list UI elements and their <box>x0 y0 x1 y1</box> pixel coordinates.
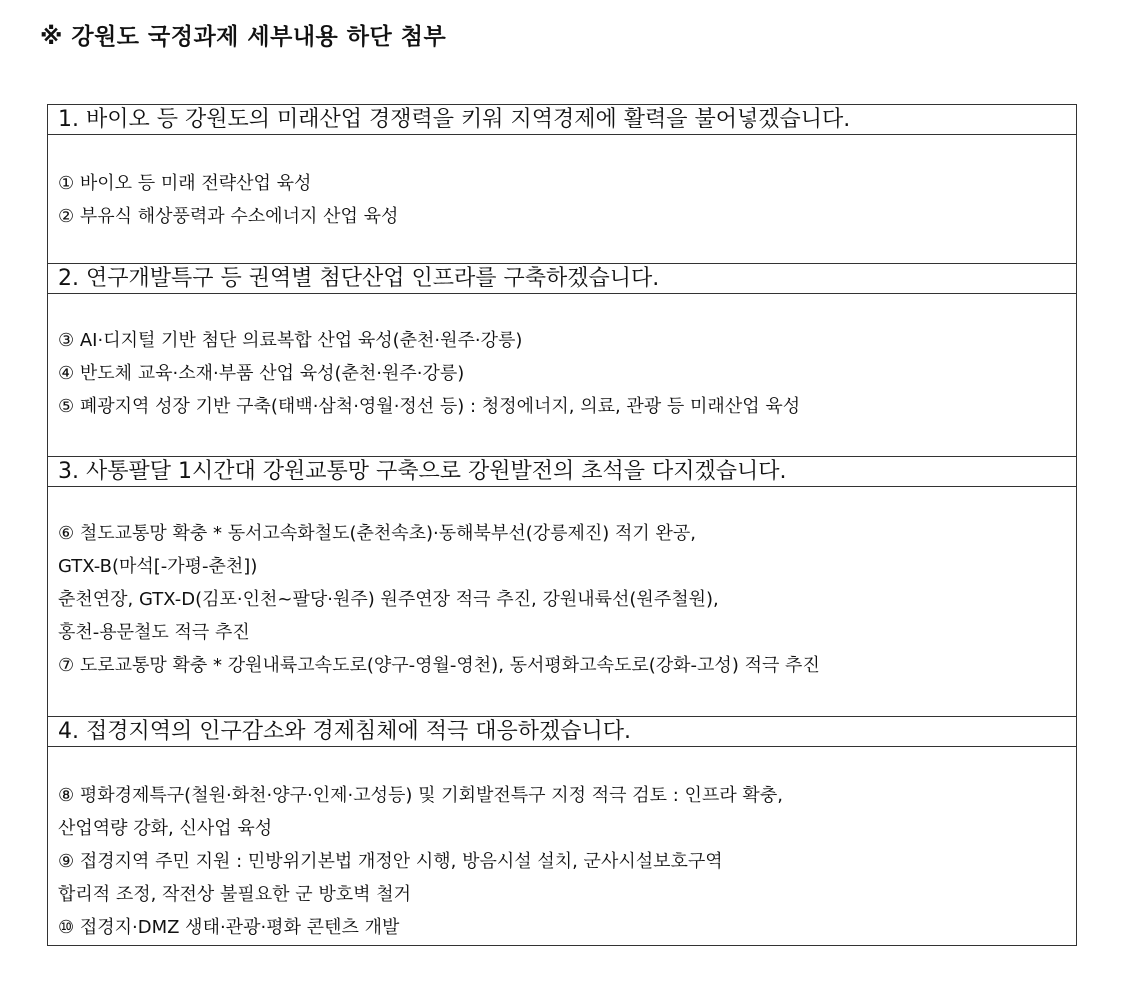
section-line: ⑨ 접경지역 주민 지원 : 민방위기본법 개정안 시행, 방음시설 설치, 군사시설보호구역 <box>58 851 723 872</box>
section-line: ⑤ 폐광지역 성장 기반 구축(태백·삼척·영월·정선 등) : 청정에너지, 의료, 관광 등 미래산업 육성 <box>58 396 801 417</box>
section-line: ⑥ 철도교통망 확충 * 동서고속화철도(춘천속초)·동해북부선(강릉제진) 적기 완공, <box>58 523 697 544</box>
section-line: ⑩ 접경지·DMZ 생태·관광·평화 콘텐츠 개발 <box>58 917 400 938</box>
section-line: ① 바이오 등 미래 전략산업 육성 <box>58 173 312 194</box>
section-title-1: 1. 바이오 등 강원도의 미래산업 경쟁력을 키워 지역경제에 활력을 불어넣겠습니다. <box>48 104 1076 135</box>
section-line: GTX-B(마석[-가평-춘천]) <box>58 556 258 577</box>
section-title-4: 4. 접경지역의 인구감소와 경제침체에 적극 대응하겠습니다. <box>48 716 1076 747</box>
section-body-1 <box>48 135 1076 263</box>
page-heading: ※ 강원도 국정과제 세부내용 하단 첨부 <box>40 24 447 50</box>
section-line: 춘천연장, GTX-D(김포·인천~팔당·원주) 원주연장 적극 추진, 강원내륙선(원주철원), <box>58 589 719 610</box>
section-line: ② 부유식 해상풍력과 수소에너지 산업 육성 <box>58 206 399 227</box>
section-line: ④ 반도체 교육·소재·부품 산업 육성(춘천·원주·강릉) <box>58 363 465 384</box>
section-body-4 <box>48 747 1076 945</box>
section-body-2 <box>48 294 1076 456</box>
section-line: 산업역량 강화, 신사업 육성 <box>58 818 273 839</box>
section-title-2: 2. 연구개발특구 등 권역별 첨단산업 인프라를 구축하겠습니다. <box>48 263 1076 294</box>
sections-table <box>47 104 1077 946</box>
section-title-3: 3. 사통팔달 1시간대 강원교통망 구축으로 강원발전의 초석을 다지겠습니다. <box>48 456 1076 487</box>
section-line: ③ AI·디지털 기반 첨단 의료복합 산업 육성(춘천·원주·강릉) <box>58 330 523 351</box>
section-line: ⑧ 평화경제특구(철원·화천·양구·인제·고성등) 및 기회발전특구 지정 적극 검토 : 인프라 확충, <box>58 785 783 806</box>
section-line: 홍천-용문철도 적극 추진 <box>58 622 250 643</box>
section-body-3 <box>48 487 1076 716</box>
section-line: 합리적 조정, 작전상 불필요한 군 방호벽 철거 <box>58 884 412 905</box>
section-line: ⑦ 도로교통망 확충 * 강원내륙고속도로(양구-영월-영천), 동서평화고속도로(강화-고성) 적극 추진 <box>58 655 820 676</box>
